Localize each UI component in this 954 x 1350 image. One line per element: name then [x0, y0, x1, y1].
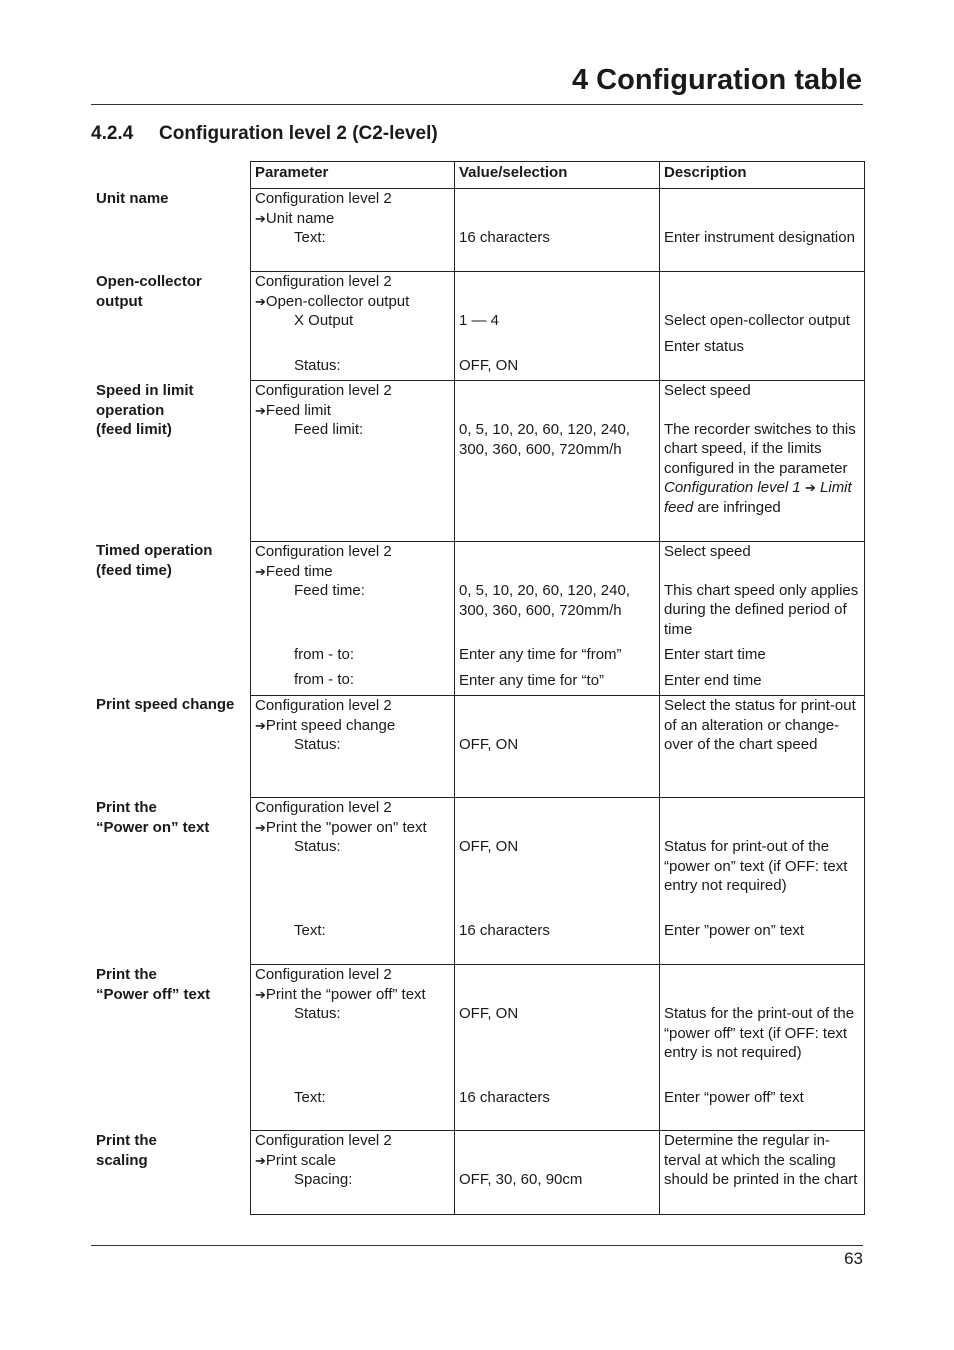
description-line: Status for the print-out of the “power off” text (if OFF: text entry is not required) [664, 1005, 855, 1061]
arrow-right-icon: ➔ [255, 563, 266, 579]
side-label-line: Print the [96, 966, 157, 983]
arrow-right-icon: ➔ [255, 293, 266, 309]
value-line: OFF, ON [459, 1005, 519, 1022]
arrow-right-icon: ➔ [255, 1152, 266, 1168]
parameter-cell [251, 542, 455, 696]
param-path [255, 1151, 450, 1171]
param-line: Text: [294, 229, 326, 246]
side-label-open-collector [96, 272, 250, 311]
param-line: Text: [294, 921, 326, 939]
value-line: 0, 5, 10, 20, 60, 120, 240, 300, 360, 600, 720mm/h [459, 421, 630, 458]
table-row [251, 189, 865, 272]
arrow-right-icon: ➔ [255, 986, 266, 1002]
table-row [251, 381, 865, 542]
description-line: This chart speed only applies during the defined period of time [664, 581, 859, 638]
value-line: 16 characters [459, 1088, 550, 1106]
description-cell [660, 798, 865, 965]
side-label-line: Print the [96, 1132, 157, 1149]
chapter-title: 4 Configuration table [572, 64, 862, 96]
description-line: Select speed [664, 382, 751, 399]
side-label-line: Unit name [96, 190, 169, 207]
description-line: Enter end time [664, 671, 762, 689]
arrow-right-icon: ➔ [804, 480, 816, 495]
param-line: Configuration level 2 [255, 697, 392, 714]
description-line: Determine the regular in-terval at which the scaling should be printed in the chart [664, 1132, 858, 1188]
value-cell [455, 696, 660, 798]
param-line: Spacing: [294, 1171, 353, 1188]
param-path [255, 209, 450, 229]
side-label-line: (feed limit) [96, 421, 172, 438]
value-line: 1 — 4 [459, 312, 500, 329]
param-line: Status: [294, 736, 341, 753]
value-line: 0, 5, 10, 20, 60, 120, 240, 300, 360, 600, 720mm/h [459, 582, 630, 619]
description-line: Enter start time [664, 646, 766, 663]
table-row [251, 272, 865, 381]
header-rule [91, 104, 863, 105]
description-cell [660, 272, 865, 381]
description-cell [660, 542, 865, 696]
parameter-cell [251, 696, 455, 798]
param-line: Feed limit [265, 401, 331, 419]
side-label-line: Timed operation [96, 542, 213, 559]
table-row [251, 542, 865, 696]
description-line: Status for print-out of the “power on” text (if OFF: text entry not required) [664, 838, 848, 894]
param-line: X Output [294, 312, 354, 329]
param-path [255, 292, 450, 312]
arrow-right-icon: ➔ [255, 717, 266, 733]
side-label-line: output [96, 292, 143, 310]
configuration-table [250, 161, 865, 1215]
side-label-feed-time [96, 541, 250, 580]
value-cell [455, 381, 660, 542]
arrow-right-icon: ➔ [255, 210, 266, 226]
column-header-value: Value/selection [455, 162, 660, 189]
section-heading [91, 123, 438, 145]
side-label-feed-limit [96, 381, 250, 440]
param-line: Configuration level 2 [255, 1132, 392, 1149]
description-cell [660, 1131, 865, 1215]
value-cell [455, 798, 660, 965]
parameter-cell [251, 798, 455, 965]
param-line: Print the “power off” text [265, 985, 426, 1003]
param-line: Configuration level 2 [255, 799, 392, 816]
description-paragraph [664, 420, 860, 518]
param-line: Open-collector output [265, 292, 410, 310]
value-line: OFF, ON [459, 838, 519, 855]
column-header-description: Description [660, 162, 865, 189]
side-label-scaling [96, 1131, 250, 1170]
description-line: Enter status [664, 337, 745, 355]
side-label-power-on [96, 798, 250, 837]
description-emphasis: Configuration level 1 [664, 479, 801, 496]
param-line: from - to: [294, 645, 355, 663]
description-emphasis: Limit feed [664, 479, 852, 516]
param-line: Print speed change [265, 716, 396, 734]
side-label-line: Print the [96, 799, 157, 816]
section-number: 4.2.4 [91, 123, 134, 144]
description-cell [660, 696, 865, 798]
param-line: Status: [294, 838, 341, 855]
table-row [251, 798, 865, 965]
value-cell [455, 965, 660, 1131]
param-line: Status: [294, 356, 341, 374]
table-row [251, 965, 865, 1131]
param-path [255, 818, 450, 838]
description-line: Select speed [664, 543, 751, 560]
value-line: Enter any time for “to” [459, 671, 605, 689]
column-header-parameter: Parameter [251, 162, 455, 189]
param-line: from - to: [294, 671, 355, 688]
side-label-line: Print speed change [96, 696, 235, 713]
param-line: Configuration level 2 [255, 190, 392, 207]
page-number: 63 [844, 1249, 863, 1268]
value-line: OFF, ON [459, 736, 519, 753]
param-line: Configuration level 2 [255, 543, 392, 560]
description-line: Select open-collector output [664, 312, 850, 329]
description-text: are infringed [697, 498, 781, 516]
param-line: Print the "power on" text [265, 818, 427, 836]
parameter-cell [251, 381, 455, 542]
side-label-line: Open-collector [96, 273, 202, 290]
section-title: Configuration level 2 (C2-level) [159, 123, 438, 144]
parameter-cell [251, 965, 455, 1131]
side-label-line: Speed in limit [96, 382, 194, 399]
description-line: Select the status for print-out of an alteration or change-over of the chart speed [664, 697, 856, 753]
side-label-print-speed-change [96, 695, 250, 715]
param-path [255, 985, 450, 1005]
value-cell [455, 542, 660, 696]
description-line: Enter ”power on” text [664, 921, 805, 939]
param-path [255, 716, 450, 736]
value-line: Enter any time for “from” [459, 646, 622, 663]
description-cell [660, 965, 865, 1131]
table-header-row [251, 162, 865, 189]
param-line: Feed time: [294, 582, 365, 599]
value-line: 16 characters [459, 229, 550, 246]
param-line: Status: [294, 1005, 341, 1022]
description-line: Enter “power off” text [664, 1088, 804, 1106]
value-cell [455, 1131, 660, 1215]
param-line: Text: [294, 1088, 326, 1106]
side-label-unit-name [96, 189, 250, 209]
parameter-cell [251, 272, 455, 381]
table-row [251, 1131, 865, 1215]
side-label-line: scaling [96, 1151, 148, 1169]
value-cell [455, 272, 660, 381]
side-label-line: “Power on” text [96, 818, 210, 836]
side-label-line: (feed time) [96, 561, 172, 579]
description-line: Enter instrument designation [664, 229, 855, 246]
param-line: Configuration level 2 [255, 966, 392, 983]
parameter-cell [251, 1131, 455, 1215]
param-line: Feed limit: [294, 421, 364, 438]
value-line: OFF, 30, 60, 90cm [459, 1171, 583, 1188]
parameter-cell [251, 189, 455, 272]
param-line: Configuration level 2 [255, 273, 392, 290]
value-line: 16 characters [459, 921, 550, 939]
param-path [255, 562, 450, 582]
table-row [251, 696, 865, 798]
side-label-line: operation [96, 401, 165, 419]
param-line: Configuration level 2 [255, 382, 392, 399]
side-label-line: “Power off” text [96, 985, 211, 1003]
description-text: The recorder switches to this chart speed, if the limits configured in the parameter [664, 420, 856, 477]
side-label-power-off [96, 965, 250, 1004]
footer-rule [91, 1245, 863, 1246]
arrow-right-icon: ➔ [255, 402, 266, 418]
value-cell [455, 189, 660, 272]
param-path [255, 401, 450, 421]
description-cell [660, 189, 865, 272]
param-line: Print scale [265, 1151, 336, 1169]
description-cell [660, 381, 865, 542]
value-line: OFF, ON [459, 356, 519, 374]
param-line: Feed time [265, 562, 333, 580]
arrow-right-icon: ➔ [255, 819, 266, 835]
param-line: Unit name [265, 209, 335, 227]
